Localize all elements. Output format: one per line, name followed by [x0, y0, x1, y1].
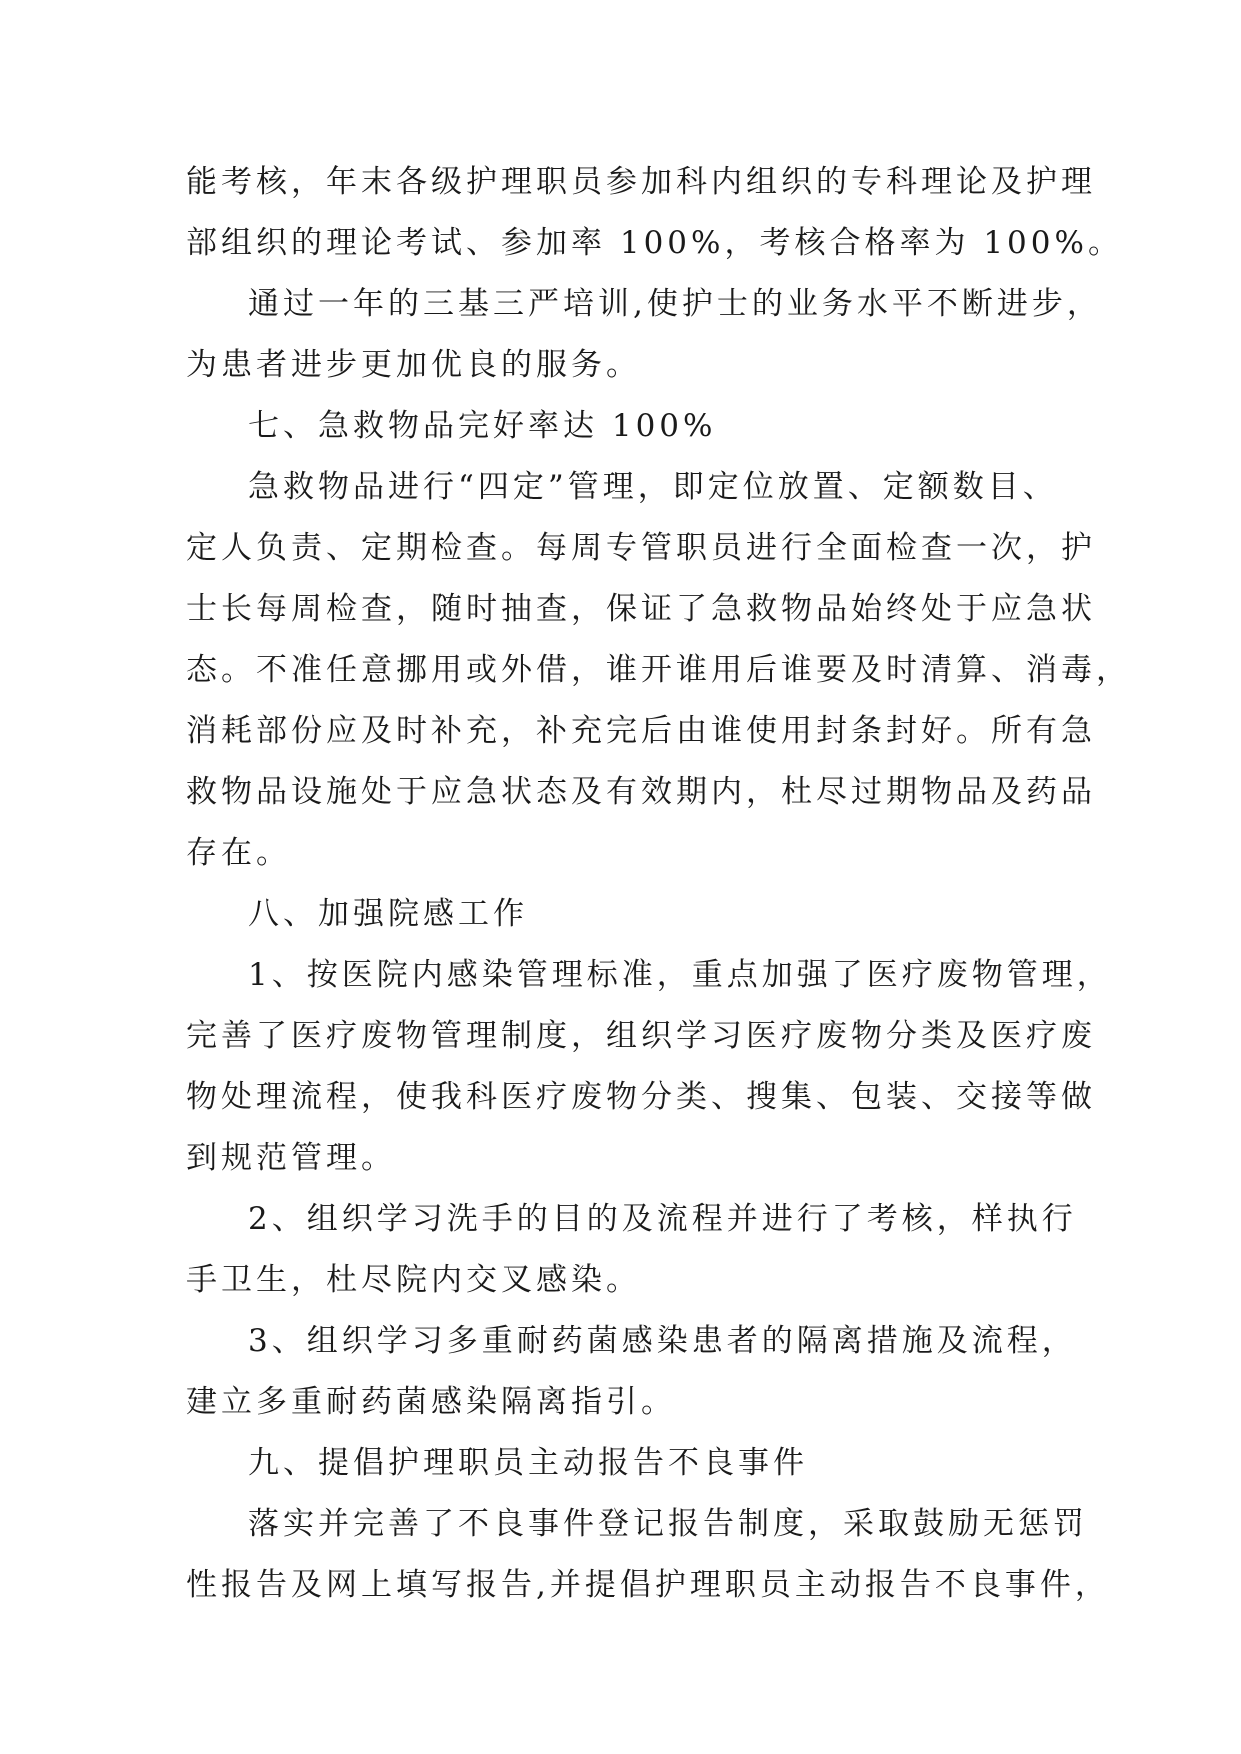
paragraph-start-line: 急救物品进行“四定”管理，即定位放置、定额数目、: [248, 469, 1058, 505]
document-body: [186, 152, 1131, 1616]
text-line: 存在。: [186, 835, 291, 871]
text-line: 到规范管理。: [186, 1140, 396, 1176]
text-line: 部组织的理论考试、参加率 100%，考核合格率为 100%。: [186, 225, 1123, 261]
text-line: 消耗部份应及时补充，补充完后由谁使用封条封好。所有急: [186, 713, 1096, 749]
text-line: 士长每周检查，随时抽查，保证了急救物品始终处于应急状: [186, 591, 1096, 627]
list-item-start-line: 1、按医院内感染管理标准，重点加强了医疗废物管理，: [248, 957, 1112, 993]
text-line: 定人负责、定期检查。每周专管职员进行全面检查一次，护: [186, 530, 1096, 566]
text-line: 为患者进步更加优良的服务。: [186, 347, 641, 383]
section-heading-seven: 七、急救物品完好率达 100%: [248, 408, 717, 444]
text-line: 救物品设施处于应急状态及有效期内，杜尽过期物品及药品: [186, 774, 1096, 810]
text-line: 建立多重耐药菌感染隔离指引。: [186, 1384, 676, 1420]
text-line: 手卫生，杜尽院内交叉感染。: [186, 1262, 641, 1298]
text-line: 态。不准任意挪用或外借，谁开谁用后谁要及时清算、消毒，: [186, 652, 1131, 688]
text-line: 完善了医疗废物管理制度，组织学习医疗废物分类及医疗废: [186, 1018, 1096, 1054]
text-line: 物处理流程，使我科医疗废物分类、搜集、包装、交接等做: [186, 1079, 1096, 1115]
paragraph-start-line: 落实并完善了不良事件登记报告制度，采取鼓励无惩罚: [248, 1506, 1088, 1542]
paragraph-start-line: 通过一年的三基三严培训,使护士的业务水平不断进步，: [248, 286, 1102, 322]
section-heading-nine: 九、提倡护理职员主动报告不良事件: [248, 1445, 808, 1481]
text-line: 能考核，年末各级护理职员参加科内组织的专科理论及护理: [186, 164, 1096, 200]
text-line: 性报告及网上填写报告,并提倡护理职员主动报告不良事件，: [186, 1567, 1110, 1603]
section-heading-eight: 八、加强院感工作: [248, 896, 528, 932]
list-item-start-line: 2、组织学习洗手的目的及流程并进行了考核，样执行: [248, 1201, 1077, 1237]
list-item-start-line: 3、组织学习多重耐药菌感染患者的隔离措施及流程，: [248, 1323, 1077, 1359]
